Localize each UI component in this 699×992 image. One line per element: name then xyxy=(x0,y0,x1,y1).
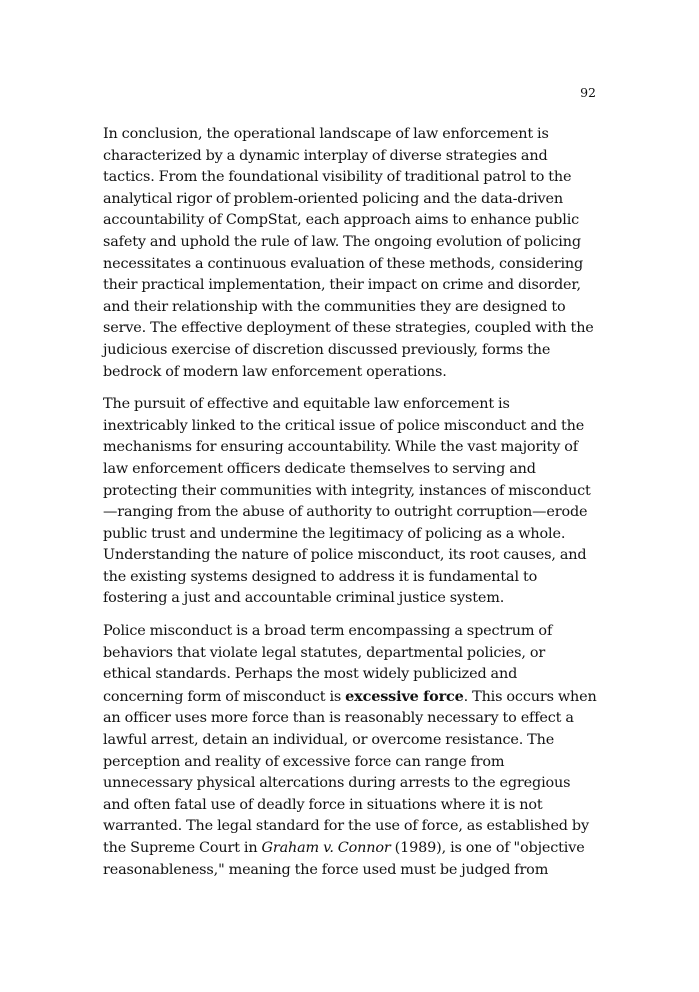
body-text xyxy=(103,124,597,892)
paragraph-excessive-force xyxy=(103,621,597,881)
case-citation: Graham v. Connor xyxy=(261,840,391,856)
term-excessive-force: excessive force xyxy=(345,687,464,705)
paragraph-misconduct-intro: The pursuit of effective and equitable law enforcement is inextricably linked to the critical issue of police misconduct and the mechanisms for ensuring accountability. While the vast majority of law enforcement officers dedicate themselves to serving and protecting their communities with integrity, instances of misconduct—ranging from the abuse of authority to outright corruption—erode public trust and undermine the legitimacy of policing as a whole. Understanding the nature of police misconduct, its root causes, and the existing systems designed to address it is fundamental to fostering a just and accountable criminal justice system. xyxy=(103,396,591,607)
paragraph-text: . This occurs when an officer uses more force than is reasonably necessary to effect a lawful arrest, detain an individual, or overcome resistance. The perception and reality of excessive force can range from unnecessary physical altercations during arrests to the egregious and often fatal use of deadly force in situations where it is not warranted. The legal standard for the use of force, as established by the Supreme Court in xyxy=(103,688,597,856)
page-number: 92 xyxy=(580,85,596,100)
paragraph-conclusion: In conclusion, the operational landscape of law enforcement is characterized by a dynamic interplay of diverse strategies and tactics. From the foundational visibility of traditional patrol to the analytical rigor of problem-oriented policing and the data-driven accountability of CompStat, each approach aims to enhance public safety and uphold the rule of law. The ongoing evolution of policing necessitates a continuous evaluation of these methods, considering their practical implementation, their impact on crime and disorder, and their relationship with the communities they are designed to serve. The effective deployment of these strategies, coupled with the judicious exercise of discretion discussed previously, forms the bedrock of modern law enforcement operations. xyxy=(103,126,594,380)
paragraph-text: Police misconduct is a broad term encompassing a spectrum of behaviors that violate legal statutes, departmental policies, or ethical standards. Perhaps the most widely publicized and concerning form of misconduct is xyxy=(103,623,553,705)
paragraph-text: (1989), is one of "objective reasonableness," meaning the force used must be judged from xyxy=(103,840,585,878)
